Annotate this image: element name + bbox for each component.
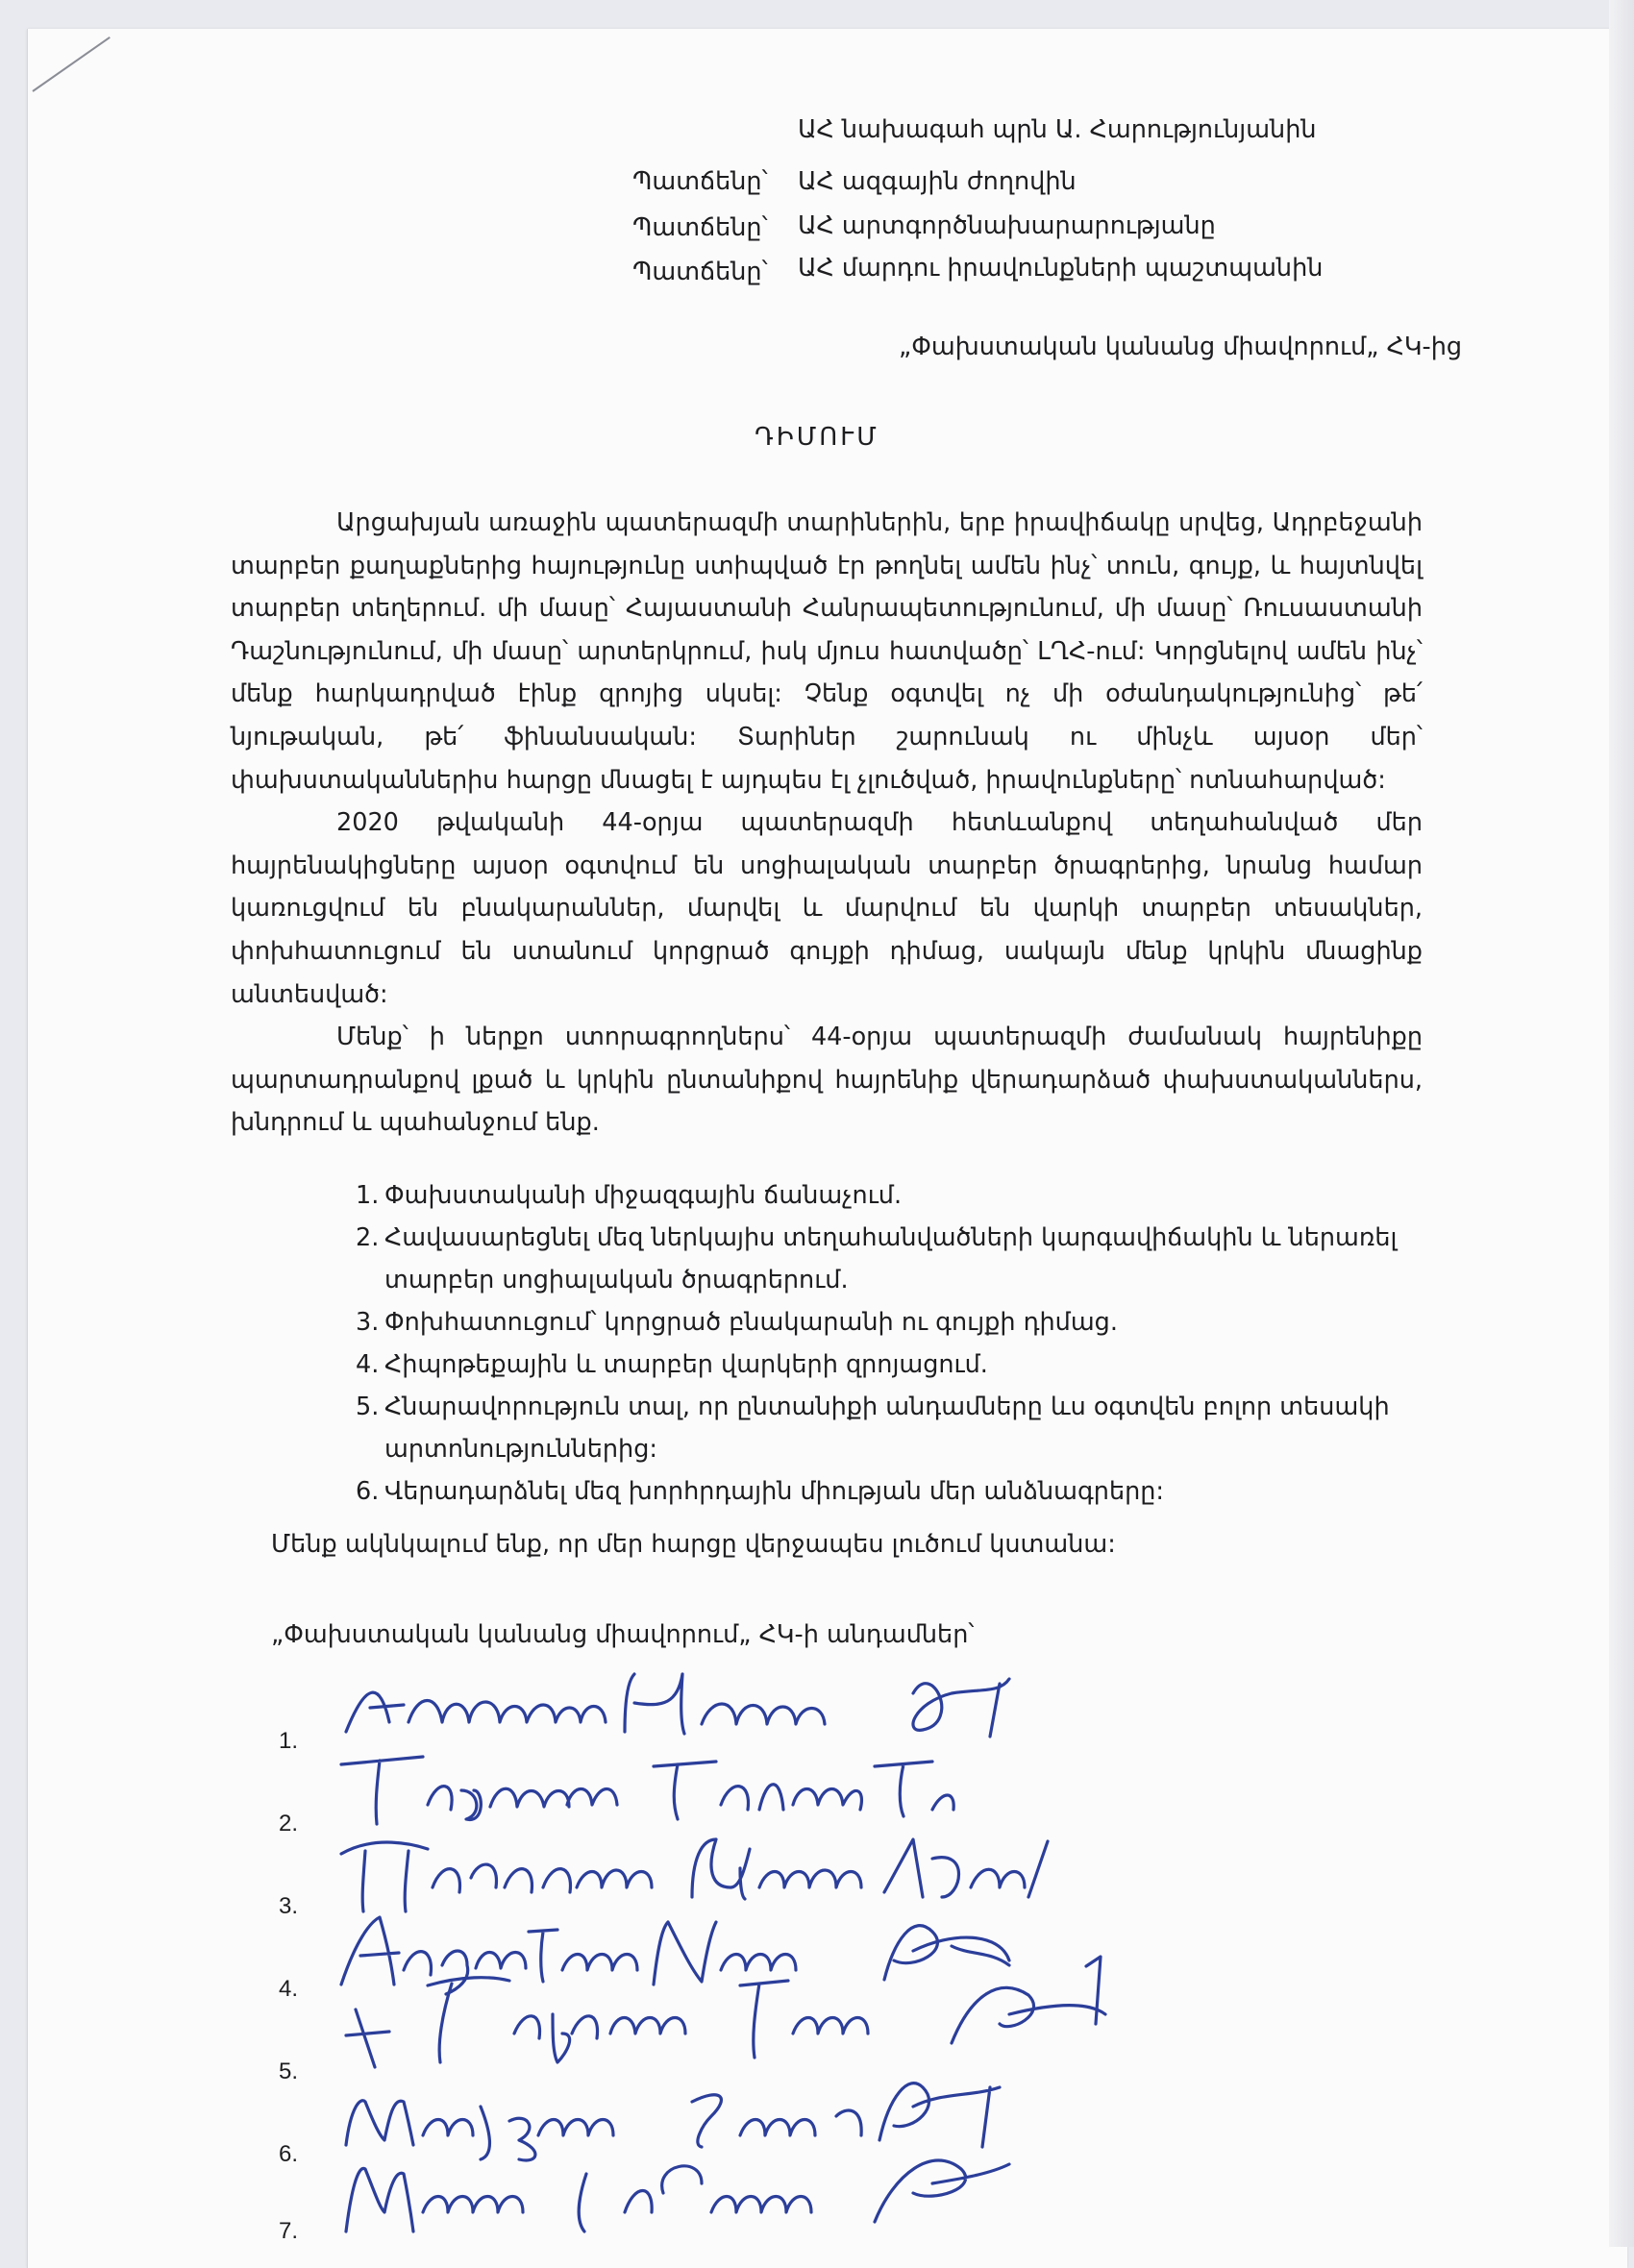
- handwritten-signature: [336, 1664, 1201, 1751]
- list-item: 4. Հիպոթեքային և տարբեր վարկերի զրոյացում.: [356, 1350, 988, 1379]
- demands-list: [356, 1174, 1432, 1513]
- document-title: ԴԻՄՈՒՄ: [755, 423, 879, 452]
- closing-sentence: Մենք ակնկալում ենք, որ մեր հարցը վերջապես լուծում կստանա:: [271, 1530, 1116, 1559]
- list-item: 1. Փախստականի միջազգային ճանաչում.: [356, 1181, 903, 1210]
- signature-row-1: 1.: [279, 1684, 1336, 1761]
- signature-row-4: 4.: [279, 1932, 1336, 2009]
- recipient-line-3: ԱՀ արտգործնախարարությանը: [798, 211, 1216, 240]
- list-item: 2. Հավասարեցնել մեզ ներկայիս տեղահանվածների կարգավիճակին և ներառել տարբեր սոցիալական ծրագրերում.: [356, 1223, 1398, 1294]
- list-item: 3. Փոխհատուցում՝ կորցրած բնակարանի ու գույքի դիմաց.: [356, 1308, 1118, 1337]
- signature-row-2: 2.: [279, 1766, 1336, 1843]
- signature-row-3: 3.: [279, 1849, 1336, 1926]
- copy-label-2: Պատճենը՝: [632, 213, 768, 242]
- paragraph-3: Մենք՝ ի ներքո ստորագրողներս՝ 44-օրյա պատերազմի ժամանակ հայրենիքը պարտադրանքով լքած և կրկին ընտանիքով հայրենիք վերադարձած փախստականներս, խնդրում և պահանջում ենք.: [231, 1023, 1423, 1138]
- recipient-line-1: ԱՀ նախագահ պրն Ա. Հարությունյանին: [798, 115, 1317, 144]
- list-item: 5. Հնարավորություն տալ, որ ընտանիքի անդամները ևս օգտվեն բոլոր տեսակի արտոնություններից:: [356, 1393, 1390, 1464]
- paragraph-1: Արցախյան առաջին պատերազմի տարիներին, երբ իրավիճակը սրվեց, Ադրբեջանի տարբեր քաղաքներից հայությունը ստիպված էր թողնել ամեն ինչ՝ տուն, գույք, և հայտնվել տարբեր տեղերում. մի մասը՝ Հայաստանի Հանրապետությունում, մի մասը՝ Ռուսաստանի Դաշնությունում, մի մասը՝ արտերկրում, իսկ մյուս հատվածը՝ ԼՂՀ-ում: Կորցնելով ամեն ինչ՝ մենք հարկադրված էինք զրոյից սկսել: Չենք օգտվել ոչ մի օժանդակությունից՝ թե՛ նյութական, թե՛ ֆինանսական: Տարիներ շարունակ ու մինչև այսօր մեր՝ փախստականներիս հարցը մնացել է այդպես էլ չլուծված, իրավունքները՝ ոտնահարված:: [231, 508, 1423, 795]
- letter-body: [231, 502, 1423, 1145]
- recipient-line-4: ԱՀ մարդու իրավունքների պաշտպանին: [798, 254, 1324, 283]
- recipient-line-2: ԱՀ ազգային ժողովին: [798, 167, 1077, 196]
- signature-row-6: 6.: [279, 2097, 1336, 2174]
- copy-label-1: Պատճենը՝: [632, 167, 768, 196]
- scan-edge: [1609, 0, 1634, 2247]
- signature-row-5: 5.: [279, 2014, 1336, 2091]
- handwritten-signature: [336, 1912, 1201, 1999]
- paragraph-2: 2020 թվականի 44-օրյա պատերազմի հետևանքով տեղահանված մեր հայրենակիցները այսօր օգտվում են սոցիալական տարբեր ծրագրերից, նրանց համար կառուցվում են բնակարաններ, մարվել և մարվում են վարկի տարբեր տեսակներ, փոխհատուցում են ստանում կորցրած գույքի դիմաց, սակայն մենք կրկին մնացինք անտեսված:: [231, 808, 1423, 1009]
- handwritten-signature: [336, 1747, 1201, 1834]
- handwritten-signature: [336, 1995, 1298, 2091]
- sender-line: „Փախստական կանանց միավորում„ ՀԿ-ից: [899, 333, 1463, 361]
- handwritten-signature: [336, 2078, 1201, 2164]
- handwritten-signature: [336, 2155, 1201, 2241]
- handwritten-signature: [336, 1830, 1201, 1916]
- signature-row-7: 7.: [279, 2174, 1336, 2251]
- members-heading: „Փախստական կանանց միավորում„ ՀԿ-ի անդամներ՝: [271, 1620, 975, 1649]
- list-item: 6. Վերադարձնել մեզ խորհրդային միության մեր անձնագրերը:: [356, 1477, 1165, 1506]
- copy-label-3: Պատճենը՝: [632, 258, 768, 286]
